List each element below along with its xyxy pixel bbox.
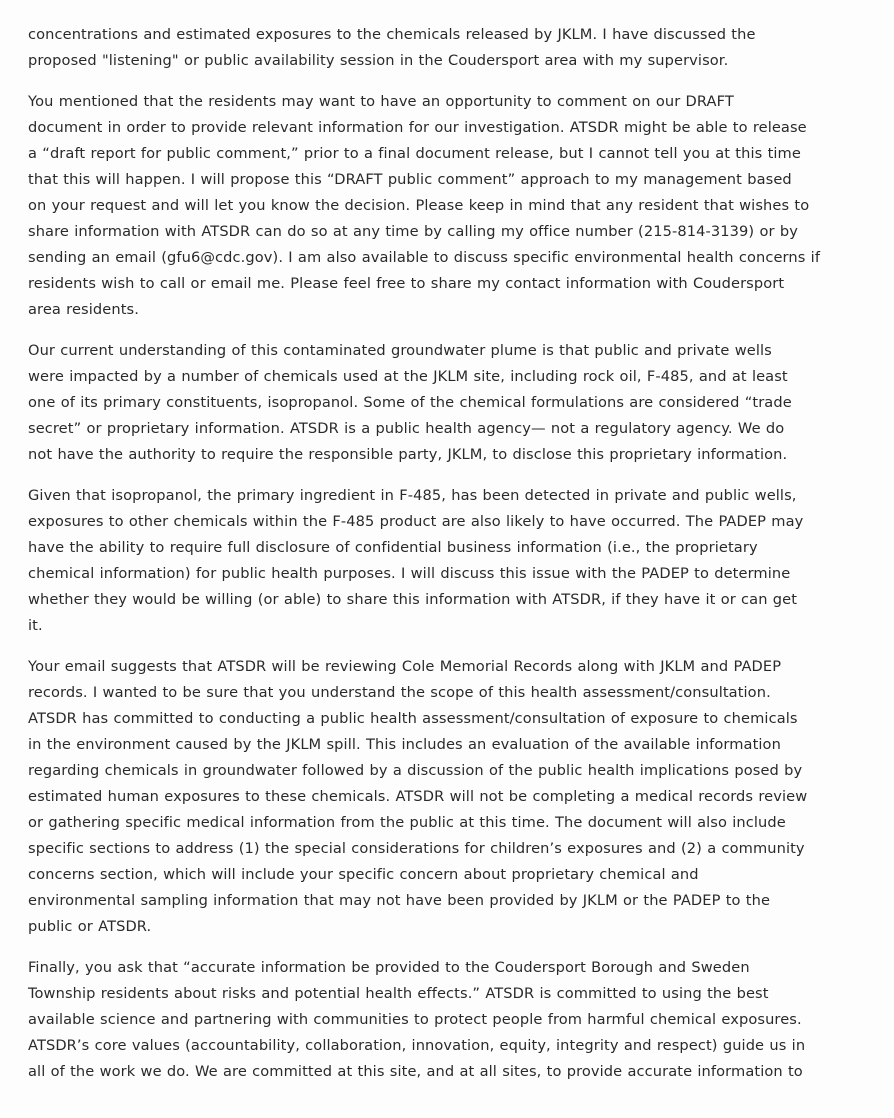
- text-line: Township residents about risks and potential health effects.” ATSDR is committed to using the best: [28, 985, 769, 1002]
- text-line: in the environment caused by the JKLM spill. This includes an evaluation of the available information: [28, 736, 781, 753]
- text-line: specific sections to address (1) the special considerations for children’s exposures and (2) a community: [28, 840, 805, 857]
- text-line: area residents.: [28, 301, 139, 318]
- letter-body: [28, 22, 884, 1100]
- text-line: ATSDR’s core values (accountability, collaboration, innovation, equity, integrity and respect) guide us in: [28, 1037, 806, 1054]
- text-line: it.: [28, 617, 43, 634]
- text-line: Given that isopropanol, the primary ingredient in F-485, has been detected in private and public wells,: [28, 487, 797, 504]
- text-line: records. I wanted to be sure that you understand the scope of this health assessment/consultation.: [28, 684, 771, 701]
- text-line: secret” or proprietary information. ATSDR is a public health agency— not a regulatory agency. We do: [28, 420, 785, 437]
- text-line: environmental sampling information that may not have been provided by JKLM or the PADEP to the: [28, 892, 771, 909]
- paragraph-4: [28, 483, 884, 639]
- text-line: Finally, you ask that “accurate information be provided to the Coudersport Borough and Sweden: [28, 959, 750, 976]
- paragraph-6: [28, 955, 884, 1085]
- text-line: whether they would be willing (or able) to share this information with ATSDR, if they have it or can get: [28, 591, 798, 608]
- paragraph-2: [28, 89, 884, 323]
- text-line: share information with ATSDR can do so at any time by calling my office number (215-814-3139) or by: [28, 223, 798, 240]
- text-line: on your request and will let you know the decision. Please keep in mind that any resident that wishes to: [28, 197, 810, 214]
- text-line: available science and partnering with communities to protect people from harmful chemical exposures.: [28, 1011, 802, 1028]
- text-line: ATSDR has committed to conducting a public health assessment/consultation of exposure to chemicals: [28, 710, 798, 727]
- text-line: public or ATSDR.: [28, 918, 152, 935]
- text-line: regarding chemicals in groundwater followed by a discussion of the public health implications posed by: [28, 762, 803, 779]
- text-line: residents wish to call or email me. Please feel free to share my contact information with Coudersport: [28, 275, 785, 292]
- text-line: that this will happen. I will propose this “DRAFT public comment” approach to my management based: [28, 171, 792, 188]
- text-line: not have the authority to require the responsible party, JKLM, to disclose this proprietary information.: [28, 446, 788, 463]
- text-line: were impacted by a number of chemicals used at the JKLM site, including rock oil, F-485, and at least: [28, 368, 788, 385]
- text-line: You mentioned that the residents may want to have an opportunity to comment on our DRAFT: [28, 93, 734, 110]
- text-line: estimated human exposures to these chemicals. ATSDR will not be completing a medical records review: [28, 788, 808, 805]
- text-line: Your email suggests that ATSDR will be reviewing Cole Memorial Records along with JKLM and PADEP: [28, 658, 782, 675]
- text-line: Our current understanding of this contaminated groundwater plume is that public and private wells: [28, 342, 772, 359]
- text-line: concentrations and estimated exposures to the chemicals released by JKLM. I have discussed the: [28, 26, 756, 43]
- text-line: concerns section, which will include your specific concern about proprietary chemical and: [28, 866, 699, 883]
- text-line: all of the work we do. We are committed at this site, and at all sites, to provide accurate information to: [28, 1063, 803, 1080]
- text-line: or gathering specific medical information from the public at this time. The document will also include: [28, 814, 786, 831]
- text-line: proposed "listening" or public availability session in the Coudersport area with my supervisor.: [28, 52, 729, 69]
- text-line: exposures to other chemicals within the F-485 product are also likely to have occurred. The PADEP may: [28, 513, 804, 530]
- text-line: sending an email (gfu6@cdc.gov). I am also available to discuss specific environmental health concerns if: [28, 249, 821, 266]
- text-line: chemical information) for public health purposes. I will discuss this issue with the PADEP to determine: [28, 565, 791, 582]
- text-line: have the ability to require full disclosure of confidential business information (i.e., the proprietary: [28, 539, 758, 556]
- text-line: a “draft report for public comment,” prior to a final document release, but I cannot tell you at this time: [28, 145, 801, 162]
- paragraph-1: [28, 22, 884, 74]
- text-line: document in order to provide relevant information for our investigation. ATSDR might be able to release: [28, 119, 807, 136]
- paragraph-5: [28, 654, 884, 940]
- paragraph-3: [28, 338, 884, 468]
- text-line: one of its primary constituents, isopropanol. Some of the chemical formulations are considered “trade: [28, 394, 792, 411]
